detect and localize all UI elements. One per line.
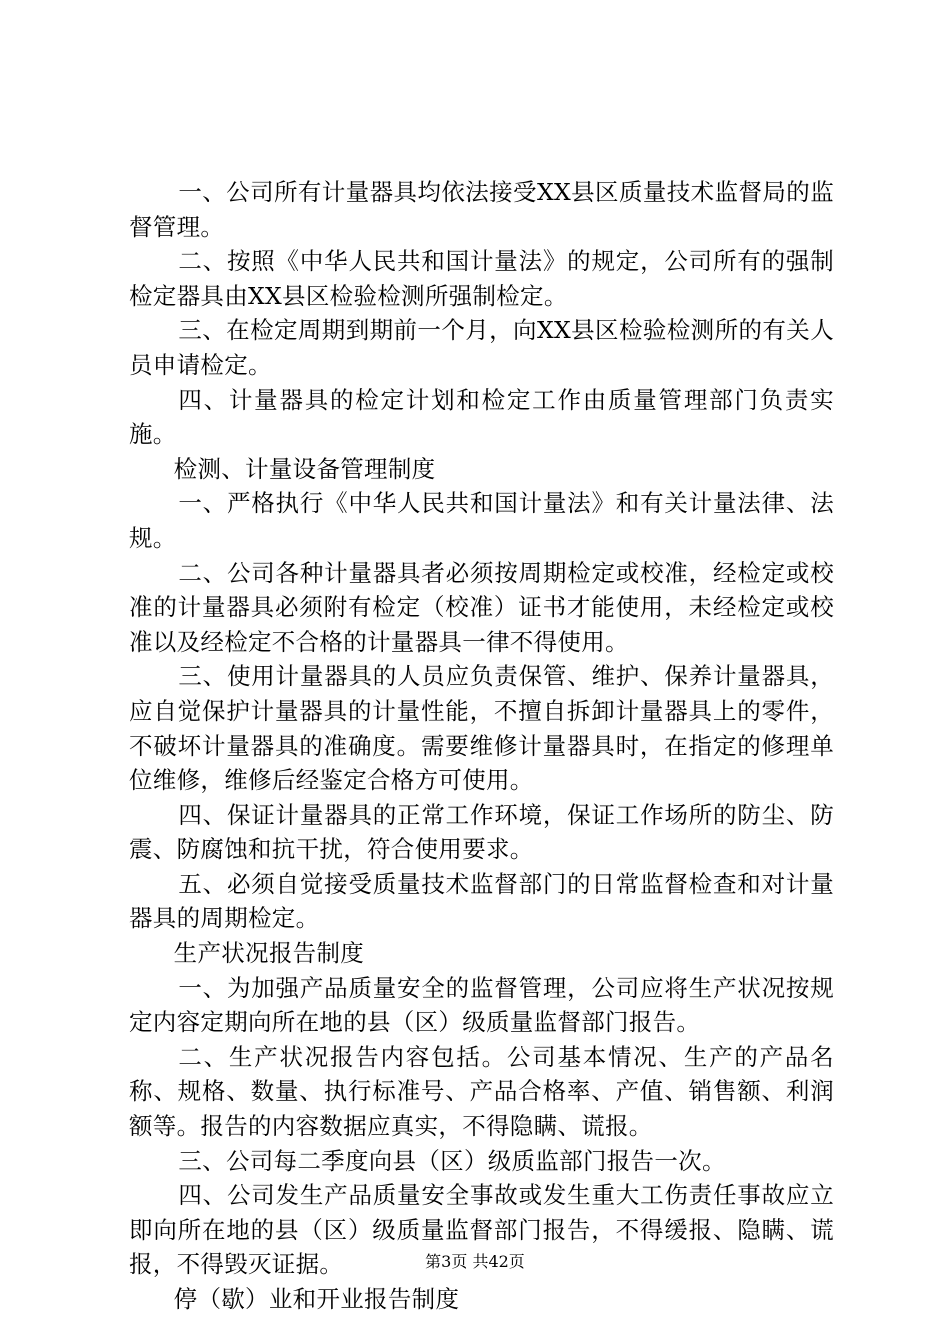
paragraph-13: 二、生产状况报告内容包括。公司基本情况、生产的产品名称、规格、数量、执行标准号、产品合格率、产值、销售额、利润额等。报告的内容数据应真实，不得隐瞒、谎报。: [129, 1042, 834, 1141]
paragraph-12: 一、为加强产品质量安全的监督管理，公司应将生产状况按规定内容定期向所在地的县（区）级质量监督部门报告。: [129, 973, 834, 1037]
page-footer: [0, 1252, 950, 1272]
paragraph-4: 四、计量器具的检定计划和检定工作由质量管理部门负责实施。: [129, 385, 834, 449]
paragraph-7: 二、公司各种计量器具者必须按周期检定或校准，经检定或校准的计量器具必须附有检定（校准）证书才能使用，未经检定或校准以及经检定不合格的计量器具一律不得使用。: [129, 558, 834, 656]
paragraph-3: 三、在检定周期到期前一个月，向XX县区检验检测所的有关人员申请检定。: [129, 316, 834, 379]
page-number-label: 第3页 共42页: [425, 1252, 525, 1271]
document-body: [129, 175, 834, 1317]
paragraph-1: 一、公司所有计量器具均依法接受XX县区质量技术监督局的监督管理。: [129, 178, 834, 241]
paragraph-6: 一、严格执行《中华人民共和国计量法》和有关计量法律、法规。: [129, 489, 834, 552]
paragraph-2: 二、按照《中华人民共和国计量法》的规定，公司所有的强制检定器具由XX县区检验检测所强制检定。: [129, 247, 834, 310]
section-heading-suspension-report: 停（歇）业和开业报告制度: [173, 1285, 460, 1313]
section-heading-measurement: 检测、计量设备管理制度: [173, 454, 436, 483]
paragraph-9: 四、保证计量器具的正常工作环境，保证工作场所的防尘、防震、防腐蚀和抗干扰，符合使用要求。: [129, 800, 834, 864]
paragraph-8: 三、使用计量器具的人员应负责保管、维护、保养计量器具，应自觉保护计量器具的计量性能，不擅自拆卸计量器具上的零件，不破坏计量器具的准确度。需要维修计量器具时，在指定的修理单位维修，维修后经鉴定合格方可使用。: [129, 662, 834, 795]
section-heading-production-report: 生产状况报告制度: [173, 939, 365, 968]
paragraph-10: 五、必须自觉接受质量技术监督部门的日常监督检查和对计量器具的周期检定。: [129, 869, 834, 933]
paragraph-14: 三、公司每二季度向县（区）级质监部门报告一次。: [178, 1146, 726, 1175]
paragraph-15: 四、公司发生产品质量安全事故或发生重大工伤责任事故应立即向所在地的县（区）级质量监督部门报告，不得缓报、隐瞒、谎报，不得毁灭证据。: [129, 1181, 834, 1279]
